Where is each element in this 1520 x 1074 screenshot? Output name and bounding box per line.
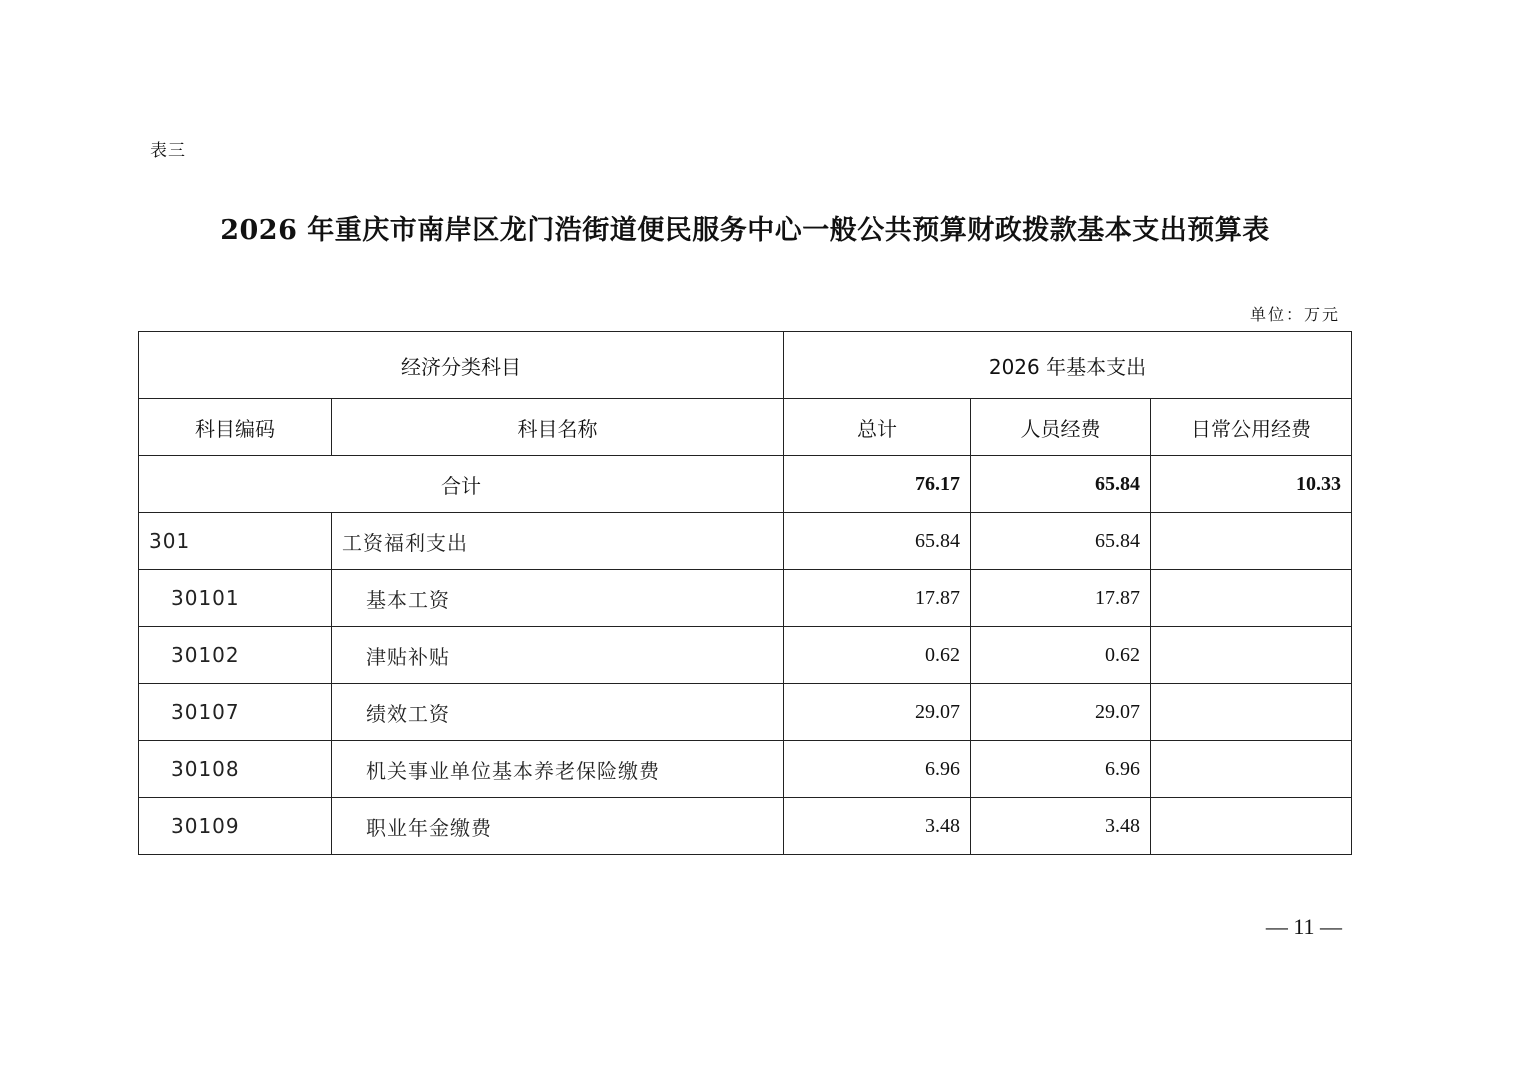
row-name: 基本工资	[332, 570, 784, 627]
row-total: 0.62	[784, 627, 971, 684]
row-public	[1151, 513, 1352, 570]
total-row-public: 10.33	[1151, 456, 1352, 513]
code-column-header: 科目编码	[139, 399, 332, 456]
row-code: 30107	[139, 684, 332, 741]
total-column-header: 总计	[784, 399, 971, 456]
row-personnel: 17.87	[971, 570, 1151, 627]
row-name: 机关事业单位基本养老保险缴费	[332, 741, 784, 798]
group-header-row	[139, 332, 1352, 399]
row-total: 6.96	[784, 741, 971, 798]
row-total: 65.84	[784, 513, 971, 570]
table-row	[139, 627, 1352, 684]
table-label: 表三	[150, 141, 186, 161]
column-header-row	[139, 399, 1352, 456]
document-title: 2026 年重庆市南岸区龙门浩街道便民服务中心一般公共预算财政拨款基本支出预算表	[220, 215, 1270, 246]
row-name: 工资福利支出	[332, 513, 784, 570]
budget-table	[138, 331, 1352, 855]
table-row	[139, 570, 1352, 627]
row-personnel: 65.84	[971, 513, 1151, 570]
row-public	[1151, 627, 1352, 684]
row-code: 30109	[139, 798, 332, 855]
row-personnel: 0.62	[971, 627, 1151, 684]
table-row	[139, 684, 1352, 741]
row-name: 津贴补贴	[332, 627, 784, 684]
row-personnel: 29.07	[971, 684, 1151, 741]
total-row	[139, 456, 1352, 513]
row-total: 17.87	[784, 570, 971, 627]
total-row-personnel: 65.84	[971, 456, 1151, 513]
row-public	[1151, 798, 1352, 855]
personnel-column-header: 人员经费	[971, 399, 1151, 456]
total-row-total: 76.17	[784, 456, 971, 513]
econ-class-header: 经济分类科目	[139, 332, 784, 399]
total-row-label: 合计	[139, 456, 784, 513]
row-name: 绩效工资	[332, 684, 784, 741]
basic-expenditure-header: 2026 年基本支出	[784, 332, 1352, 399]
name-column-header: 科目名称	[332, 399, 784, 456]
row-personnel: 6.96	[971, 741, 1151, 798]
table-row	[139, 798, 1352, 855]
row-code: 30102	[139, 627, 332, 684]
table-row	[139, 513, 1352, 570]
unit-note: 单位：万元	[1249, 305, 1340, 324]
row-code: 301	[139, 513, 332, 570]
table-row	[139, 741, 1352, 798]
row-total: 3.48	[784, 798, 971, 855]
row-code: 30108	[139, 741, 332, 798]
row-name: 职业年金缴费	[332, 798, 784, 855]
row-public	[1151, 741, 1352, 798]
public-column-header: 日常公用经费	[1151, 399, 1352, 456]
row-public	[1151, 684, 1352, 741]
page-number: — 11 —	[1265, 914, 1342, 939]
row-total: 29.07	[784, 684, 971, 741]
row-personnel: 3.48	[971, 798, 1151, 855]
row-public	[1151, 570, 1352, 627]
row-code: 30101	[139, 570, 332, 627]
